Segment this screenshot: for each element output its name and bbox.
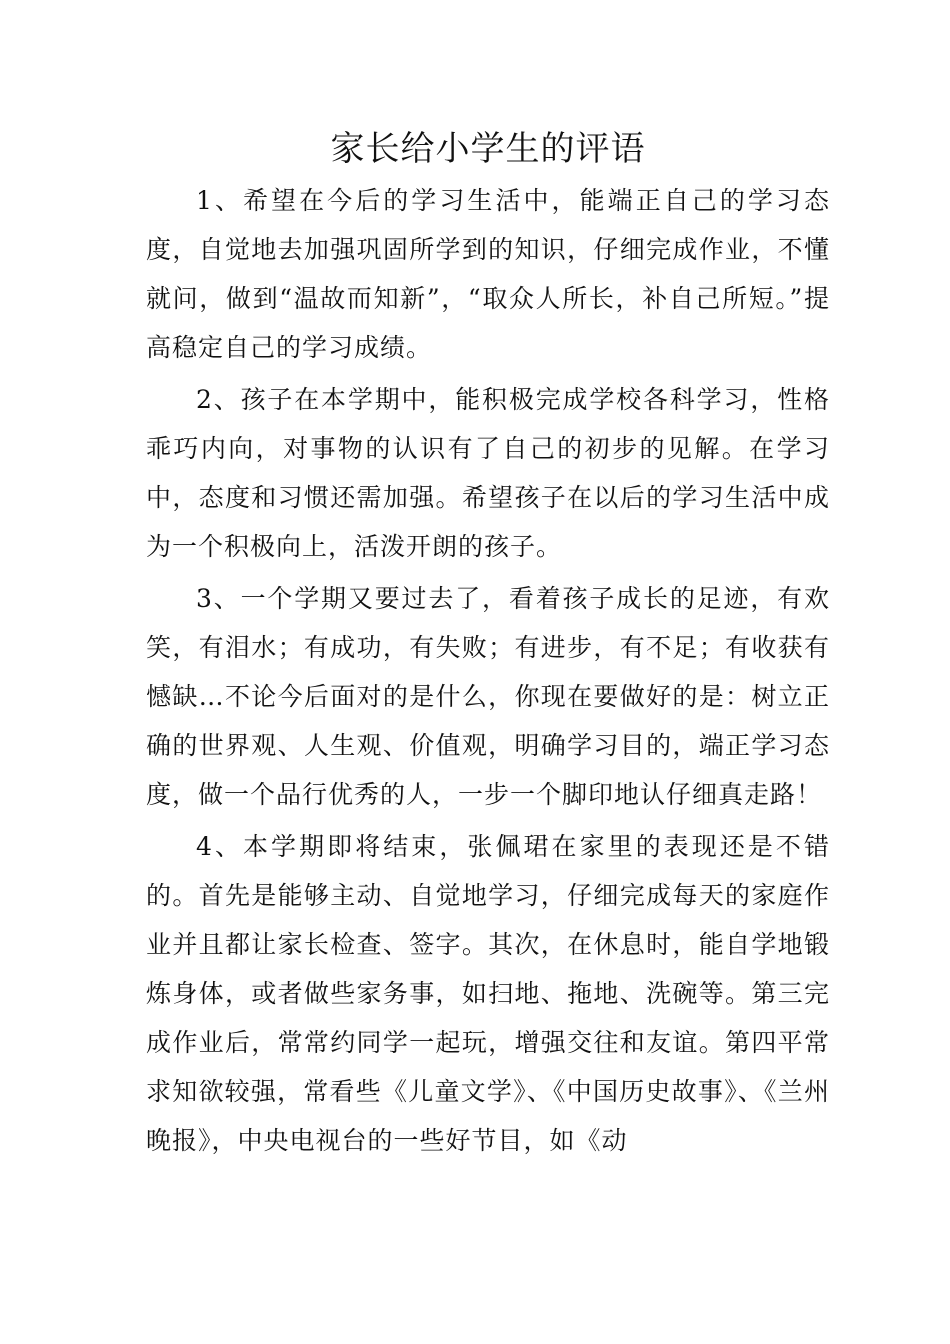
- paragraph-2: 2、孩子在本学期中，能积极完成学校各科学习，性格乖巧内向，对事物的认识有了自己的初步的见解。在学习中，态度和习惯还需加强。希望孩子在以后的学习生活中成为一个积极向上，活泼开朗的孩子。: [146, 385, 830, 561]
- paragraph-1: 1、希望在今后的学习生活中，能端正自己的学习态度，自觉地去加强巩固所学到的知识，仔细完成作业，不懂就问，做到“温故而知新”，“取众人所长，补自己所短。”提高稳定自己的学习成绩。: [146, 186, 830, 362]
- document-title: 家长给小学生的评语: [330, 129, 646, 169]
- paragraph-3: 3、一个学期又要过去了，看着孩子成长的足迹，有欢笑，有泪水；有成功，有失败；有进步，有不足；有收获有憾缺…不论今后面对的是什么，你现在要做好的是：树立正确的世界观、人生观、价值观，明确学习目的，端正学习态度，做一个品行优秀的人，一步一个脚印地认仔细真走路！: [146, 584, 830, 809]
- document-body: [146, 176, 830, 1165]
- paragraph-4: 4、本学期即将结束，张佩珺在家里的表现还是不错的。首先是能够主动、自觉地学习，仔细完成每天的家庭作业并且都让家长检查、签字。其次，在休息时，能自学地锻炼身体，或者做些家务事，如扫地、拖地、洗碗等。第三完成作业后，常常约同学一起玩，增强交往和友谊。第四平常求知欲较强，常看些《儿童文学》、《中国历史故事》、《兰州晚报》，中央电视台的一些好节目，如《动: [146, 832, 830, 1155]
